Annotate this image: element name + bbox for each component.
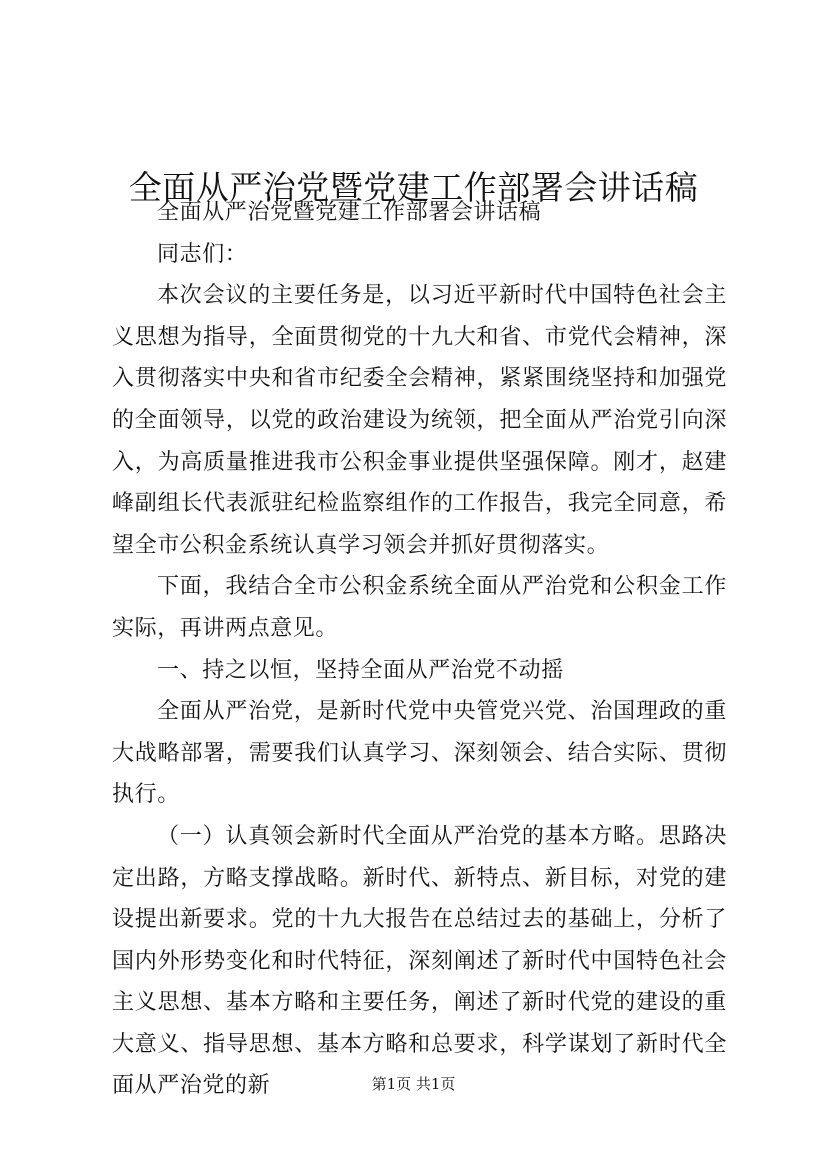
section-heading: 一、持之以恒，坚持全面从严治党不动摇 — [157, 657, 564, 683]
document-title: 全面从严治党暨党建工作部署会讲话稿 — [128, 168, 699, 208]
document-body — [112, 192, 727, 1107]
salutation-paragraph: 同志们： — [157, 241, 248, 267]
section-intro-paragraph: 全面从严治党，是新时代党中央管党兴党、治国理政的重大战略部署，需要我们认真学习、深刻领会、结合实际、贯彻执行。 — [112, 699, 727, 808]
transition-paragraph: 下面，我结合全市公积金系统全面从严治党和公积金工作实际，再讲两点意见。 — [112, 574, 727, 641]
page-footer: 第1页 共1页 — [371, 1075, 456, 1093]
subsection-paragraph: （一）认真领会新时代全面从严治党的基本方略。思路决定出路，方略支撑战略。新时代、新特点、新目标，对党的建设提出新要求。党的十九大报告在总结过去的基础上，分析了国内外形势变化和时代特征，深刻阐述了新时代中国特色社会主义思想、基本方略和主要任务，阐述了新时代党的建设的重大意义、指导思想、基本方略和总要求，科学谋划了新时代全面从严治党的新 — [112, 823, 727, 1099]
intro-paragraph: 本次会议的主要任务是，以习近平新时代中国特色社会主义思想为指导，全面贯彻党的十九大和省、市党代会精神，深入贯彻落实中央和省市纪委全会精神，紧紧围绕坚持和加强党的全面领导，以党的政治建设为统领，把全面从严治党引向深入，为高质量推进我市公积金事业提供坚强保障。刚才，赵建峰副组长代表派驻纪检监察组作的工作报告，我完全同意，希望全市公积金系统认真学习领会并抓好贯彻落实。 — [112, 283, 727, 558]
subtitle-paragraph: 全面从严治党暨党建工作部署会讲话稿 — [157, 200, 542, 225]
